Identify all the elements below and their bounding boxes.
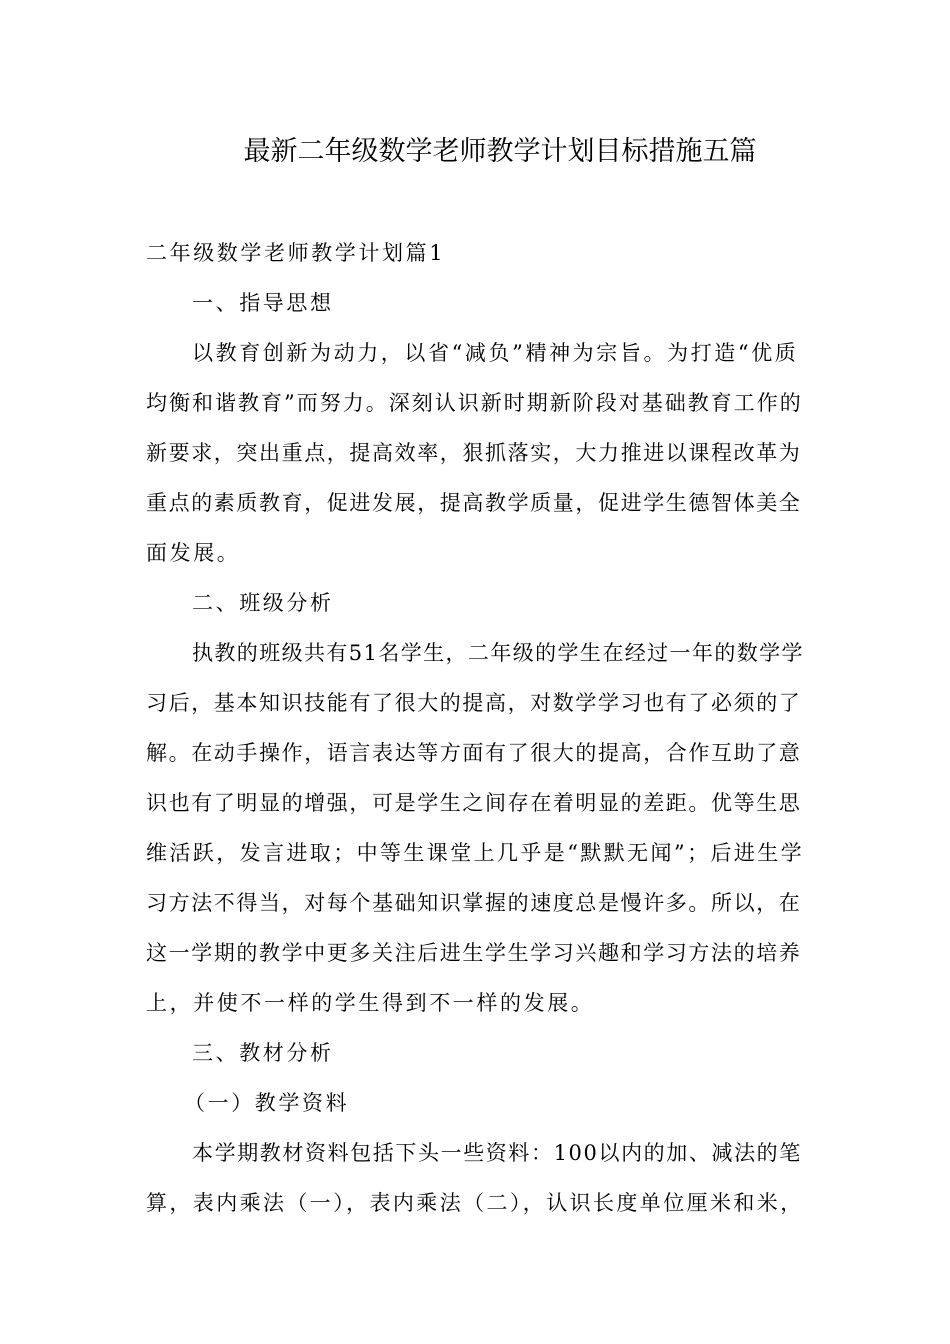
paragraph-line: 识也有了明显的增强，可是学生之间存在着明显的差距。优等生思 xyxy=(146,791,802,815)
paragraph-line: 以教育创新为动力，以省“减负”精神为宗旨。为打造“优质 xyxy=(192,341,799,365)
heading-guiding-thought: 一、指导思想 xyxy=(192,291,334,315)
paragraph-line: 重点的素质教育，促进发展，提高教学质量，促进学生德智体美全 xyxy=(146,491,802,515)
paragraph-line: 执教的班级共有51名学生，二年级的学生在经过一年的数学学 xyxy=(192,641,804,665)
heading-textbook-analysis: 三、教材分析 xyxy=(192,1041,334,1065)
paragraph-line: 本学期教材资料包括下头一些资料：100以内的加、减法的笔 xyxy=(192,1141,802,1165)
paragraph-line: 面发展。 xyxy=(146,541,241,565)
paragraph-line: 均衡和谐教育”而努力。深刻认识新时期新阶段对基础教育工作的 xyxy=(146,391,803,415)
paragraph-line: 习方法不得当，对每个基础知识掌握的速度总是慢许多。所以，在 xyxy=(146,891,802,915)
heading-class-analysis: 二、班级分析 xyxy=(192,591,334,615)
document-title: 最新二年级数学老师教学计划目标措施五篇 xyxy=(243,136,757,167)
paragraph-line: 习后，基本知识技能有了很大的提高，对数学学习也有了必须的了 xyxy=(146,691,802,715)
section-title: 二年级数学老师教学计划篇1 xyxy=(146,241,446,265)
paragraph-line: 解。在动手操作，语言表达等方面有了很大的提高，合作互助了意 xyxy=(146,741,802,765)
paragraph-line: 维活跃，发言进取；中等生课堂上几乎是“默默无闻”；后进生学 xyxy=(146,841,805,865)
paragraph-line: 新要求，突出重点，提高效率，狠抓落实，大力推进以课程改革为 xyxy=(146,441,802,465)
paragraph-line: 上，并使不一样的学生得到不一样的发展。 xyxy=(146,991,595,1015)
paragraph-line: 这一学期的教学中更多关注后进生学生学习兴趣和学习方法的培养 xyxy=(146,941,802,965)
paragraph-line: 算，表内乘法（一），表内乘法（二），认识长度单位厘米和米， xyxy=(146,1191,804,1215)
subheading-teaching-materials: （一）教学资料 xyxy=(184,1091,350,1115)
